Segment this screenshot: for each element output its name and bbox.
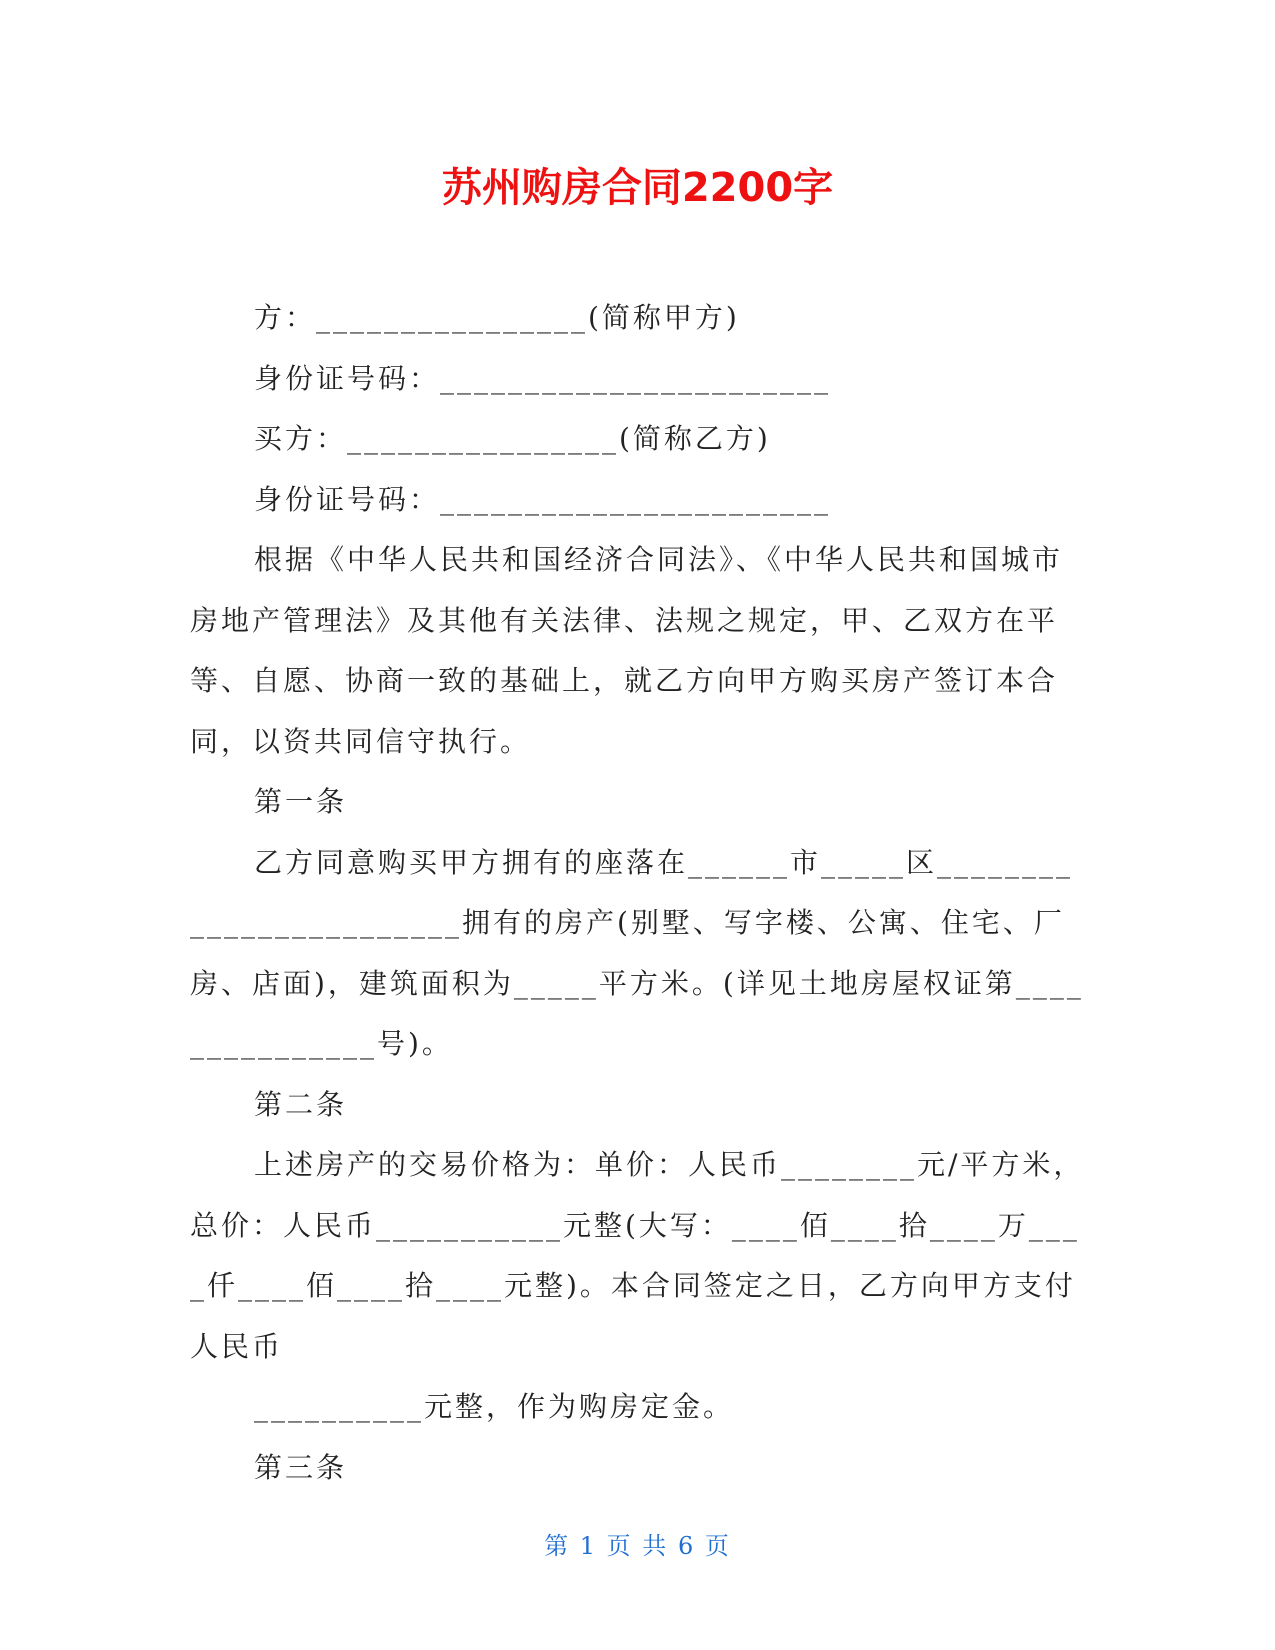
- article-3-heading: 第三条: [254, 1450, 348, 1484]
- article-1-heading: 第一条: [254, 785, 348, 818]
- buyer-line: 买方：________________(简称乙方): [254, 422, 771, 455]
- article-2-heading: 第二条: [254, 1087, 348, 1121]
- article-2-text: 上述房产的交易价格为：单价：人民币________元/平方米，总价：人民币___________元整(大写：____佰____拾____万____仟____佰____拾____元整)。本合同签定之日，乙方向甲方支付人民币: [190, 1148, 1085, 1363]
- page-footer: 第 1 页 共 6 页: [544, 1532, 731, 1560]
- article-1-text: 乙方同意购买甲方拥有的座落在______市_____区________________________拥有的房产(别墅、写字楼、公寓、住宅、厂房、店面)，建筑面积为_____平方米。(详见土地房屋权证第_______________号)。: [190, 845, 1084, 1060]
- contract-body: [190, 288, 1086, 1498]
- seller-id-line: 身份证号码：_______________________: [254, 361, 832, 395]
- buyer-id-line: 身份证号码：_______________________: [254, 482, 832, 516]
- deposit-line: __________元整，作为购房定金。: [254, 1390, 735, 1423]
- preamble-paragraph: 根据《中华人民共和国经济合同法》、《中华人民共和国城市房地产管理法》及其他有关法律、法规之规定，甲、乙双方在平等、自愿、协商一致的基础上，就乙方向甲方购买房产签订本合同，以资共同信守执行。: [190, 543, 1064, 758]
- document-title: 苏州购房合同2200字: [441, 165, 834, 211]
- seller-line: 方：________________(简称甲方): [254, 301, 740, 334]
